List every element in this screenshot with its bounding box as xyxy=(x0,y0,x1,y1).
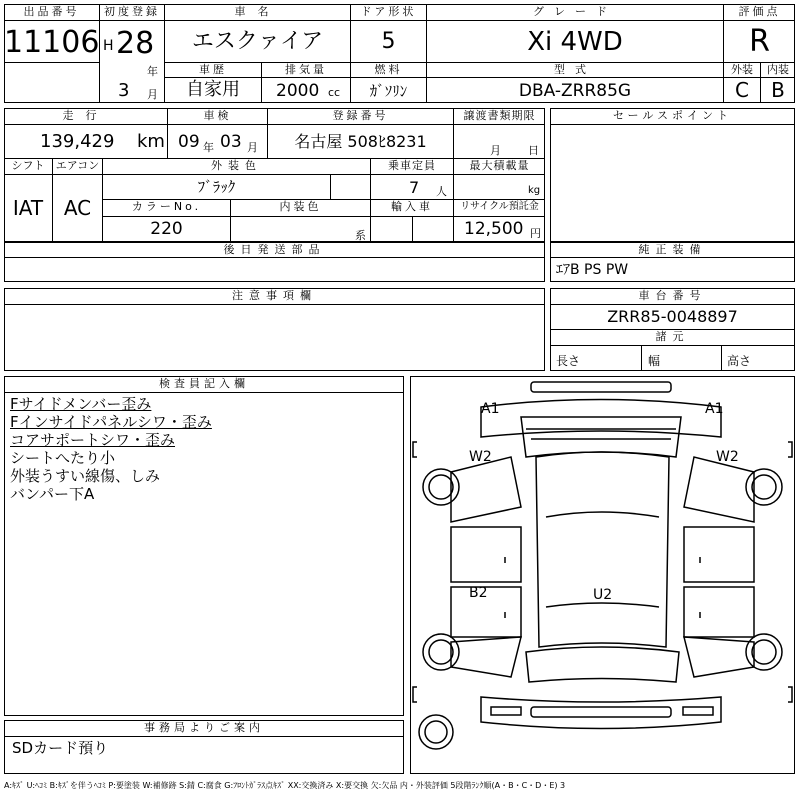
capacity-unit: 人 xyxy=(436,185,447,198)
grade-label: グレード xyxy=(533,5,617,18)
mileage-label: 走行 xyxy=(62,109,109,122)
recycle-fee-unit: 円 xyxy=(530,227,541,240)
inspector-line: Fインサイドパネルシワ・歪み xyxy=(10,413,212,431)
transfer-month-unit: 月 xyxy=(490,144,501,157)
mileage-unit: km xyxy=(137,131,165,152)
length-label: 長さ xyxy=(556,354,581,368)
import-label: 輸入車 xyxy=(391,200,433,213)
interior-grade: B xyxy=(771,78,785,102)
damage-mark-a1-left: A1 xyxy=(481,401,500,417)
interior-color-unit: 系 xyxy=(355,229,366,242)
legend: A:ｷｽﾞ U:ﾍｺﾐ B:ｷｽﾞを伴うﾍｺﾐ P:要塗装 W:補修跡 S:錆 C:腐食 G:ﾌﾛﾝﾄｶﾞﾗｽ点ｷｽﾞ XX:交換済み X:要交換 欠:欠品 内・外装評価 5段階ﾗﾝｸ順(A・B・C・D・E) 3 xyxy=(4,781,566,790)
plate-label: 登録番号 xyxy=(332,109,389,122)
capacity: 7 xyxy=(409,178,420,197)
inspector-line: 外装うすい線傷、しみ xyxy=(10,467,161,485)
office-text: SDカード預り xyxy=(12,739,109,757)
inspector-line: コアサポートシワ・歪み xyxy=(10,431,176,449)
interior-color-label: 内装色 xyxy=(279,200,322,213)
lot-number-label: 出品番号 xyxy=(23,5,80,18)
equipment: ｴｱB PS PW xyxy=(556,262,629,278)
equipment-label: 純正装備 xyxy=(638,243,707,256)
damage-mark-u2: U2 xyxy=(593,587,613,603)
shift: IAT xyxy=(12,196,44,220)
interior-grade-label: 内装 xyxy=(767,63,789,76)
inspection-month: 03 xyxy=(220,132,242,152)
grade: Xi 4WD xyxy=(527,27,623,57)
displacement-label: 排気量 xyxy=(285,63,327,76)
office-label: 事務局よりご案内 xyxy=(144,721,264,734)
car-name-label: 車名 xyxy=(234,5,281,18)
chassis-label: 車台番号 xyxy=(638,289,707,302)
registration-year-unit: 年 xyxy=(147,65,158,78)
exterior-grade: C xyxy=(735,78,749,102)
max-load-label: 最大積載量 xyxy=(469,159,530,172)
shift-label: シフト xyxy=(11,159,45,172)
fuel-label: 燃料 xyxy=(374,63,403,76)
fuel: ｶﾞｿﾘﾝ xyxy=(369,82,408,100)
first-registration-label: 初度登録 xyxy=(104,5,160,18)
recycle-fee: 12,500 xyxy=(464,219,524,239)
capacity-label: 乗車定員 xyxy=(388,159,436,172)
inspection-year-unit: 年 xyxy=(203,141,214,154)
later-parts-label: 後日発送部品 xyxy=(223,243,326,256)
displacement: 2000 xyxy=(276,81,320,101)
ac-label: エアコン xyxy=(55,159,100,172)
mileage: 139,429 xyxy=(40,131,115,152)
score: R xyxy=(749,24,770,59)
lot-number: 11106 xyxy=(4,25,100,60)
car-diagram-svg xyxy=(411,377,794,773)
transfer-day-unit: 日 xyxy=(528,144,539,157)
inspector-label: 検査員記入欄 xyxy=(159,377,249,390)
ac: AC xyxy=(63,196,92,220)
exterior-grade-label: 外装 xyxy=(731,63,753,76)
door-label: ドア形状 xyxy=(360,5,417,18)
car-name: エスクァイア xyxy=(191,29,324,54)
width-label: 幅 xyxy=(648,354,661,368)
inspection-year: 09 xyxy=(178,132,200,152)
registration-month: 3 xyxy=(118,80,130,101)
caution-label: 注意事項欄 xyxy=(232,289,317,302)
history-label: 車歴 xyxy=(199,63,227,76)
dims-label: 諸元 xyxy=(655,330,690,343)
sales-point-label: セールスポイント xyxy=(612,109,732,122)
history: 自家用 xyxy=(186,79,240,100)
damage-mark-b2: B2 xyxy=(469,585,488,601)
displacement-unit: cc xyxy=(328,86,341,99)
transfer-deadline-label: 譲渡書類期限 xyxy=(463,109,536,122)
registration-month-unit: 月 xyxy=(147,88,158,101)
sales-point-block xyxy=(550,108,795,242)
color-number-label: カラーNo. xyxy=(131,200,202,213)
model-label: 型式 xyxy=(554,63,596,76)
car-diagram xyxy=(410,376,795,774)
max-load-unit: kg xyxy=(528,185,541,196)
height-label: 高さ xyxy=(727,354,752,368)
color-number: 220 xyxy=(150,219,183,239)
recycle-label: リサイクル預託金 xyxy=(460,201,539,212)
inspector-line: Fサイドメンバー歪み xyxy=(10,395,152,413)
inspection-month-unit: 月 xyxy=(247,141,258,154)
damage-mark-w2-right: W2 xyxy=(716,449,739,465)
damage-mark-w2-left: W2 xyxy=(469,449,492,465)
door-count: 5 xyxy=(381,29,396,54)
inspection-label: 車検 xyxy=(203,109,232,122)
model: DBA-ZRR85G xyxy=(518,81,632,101)
inspector-line: シートへたり小 xyxy=(10,449,116,467)
exterior-color-label: 外装色 xyxy=(211,159,262,172)
registration-year: 28 xyxy=(116,26,155,61)
damage-mark-a1-right: A1 xyxy=(705,401,724,417)
plate-number: 名古屋 508ﾋ8231 xyxy=(294,132,427,151)
score-label: 評価点 xyxy=(738,5,781,18)
chassis-number: ZRR85-0048897 xyxy=(607,307,738,326)
registration-era: H xyxy=(103,38,114,54)
inspector-line: バンパー下A xyxy=(10,485,95,503)
exterior-color: ﾌﾞﾗｯｸ xyxy=(197,178,236,196)
